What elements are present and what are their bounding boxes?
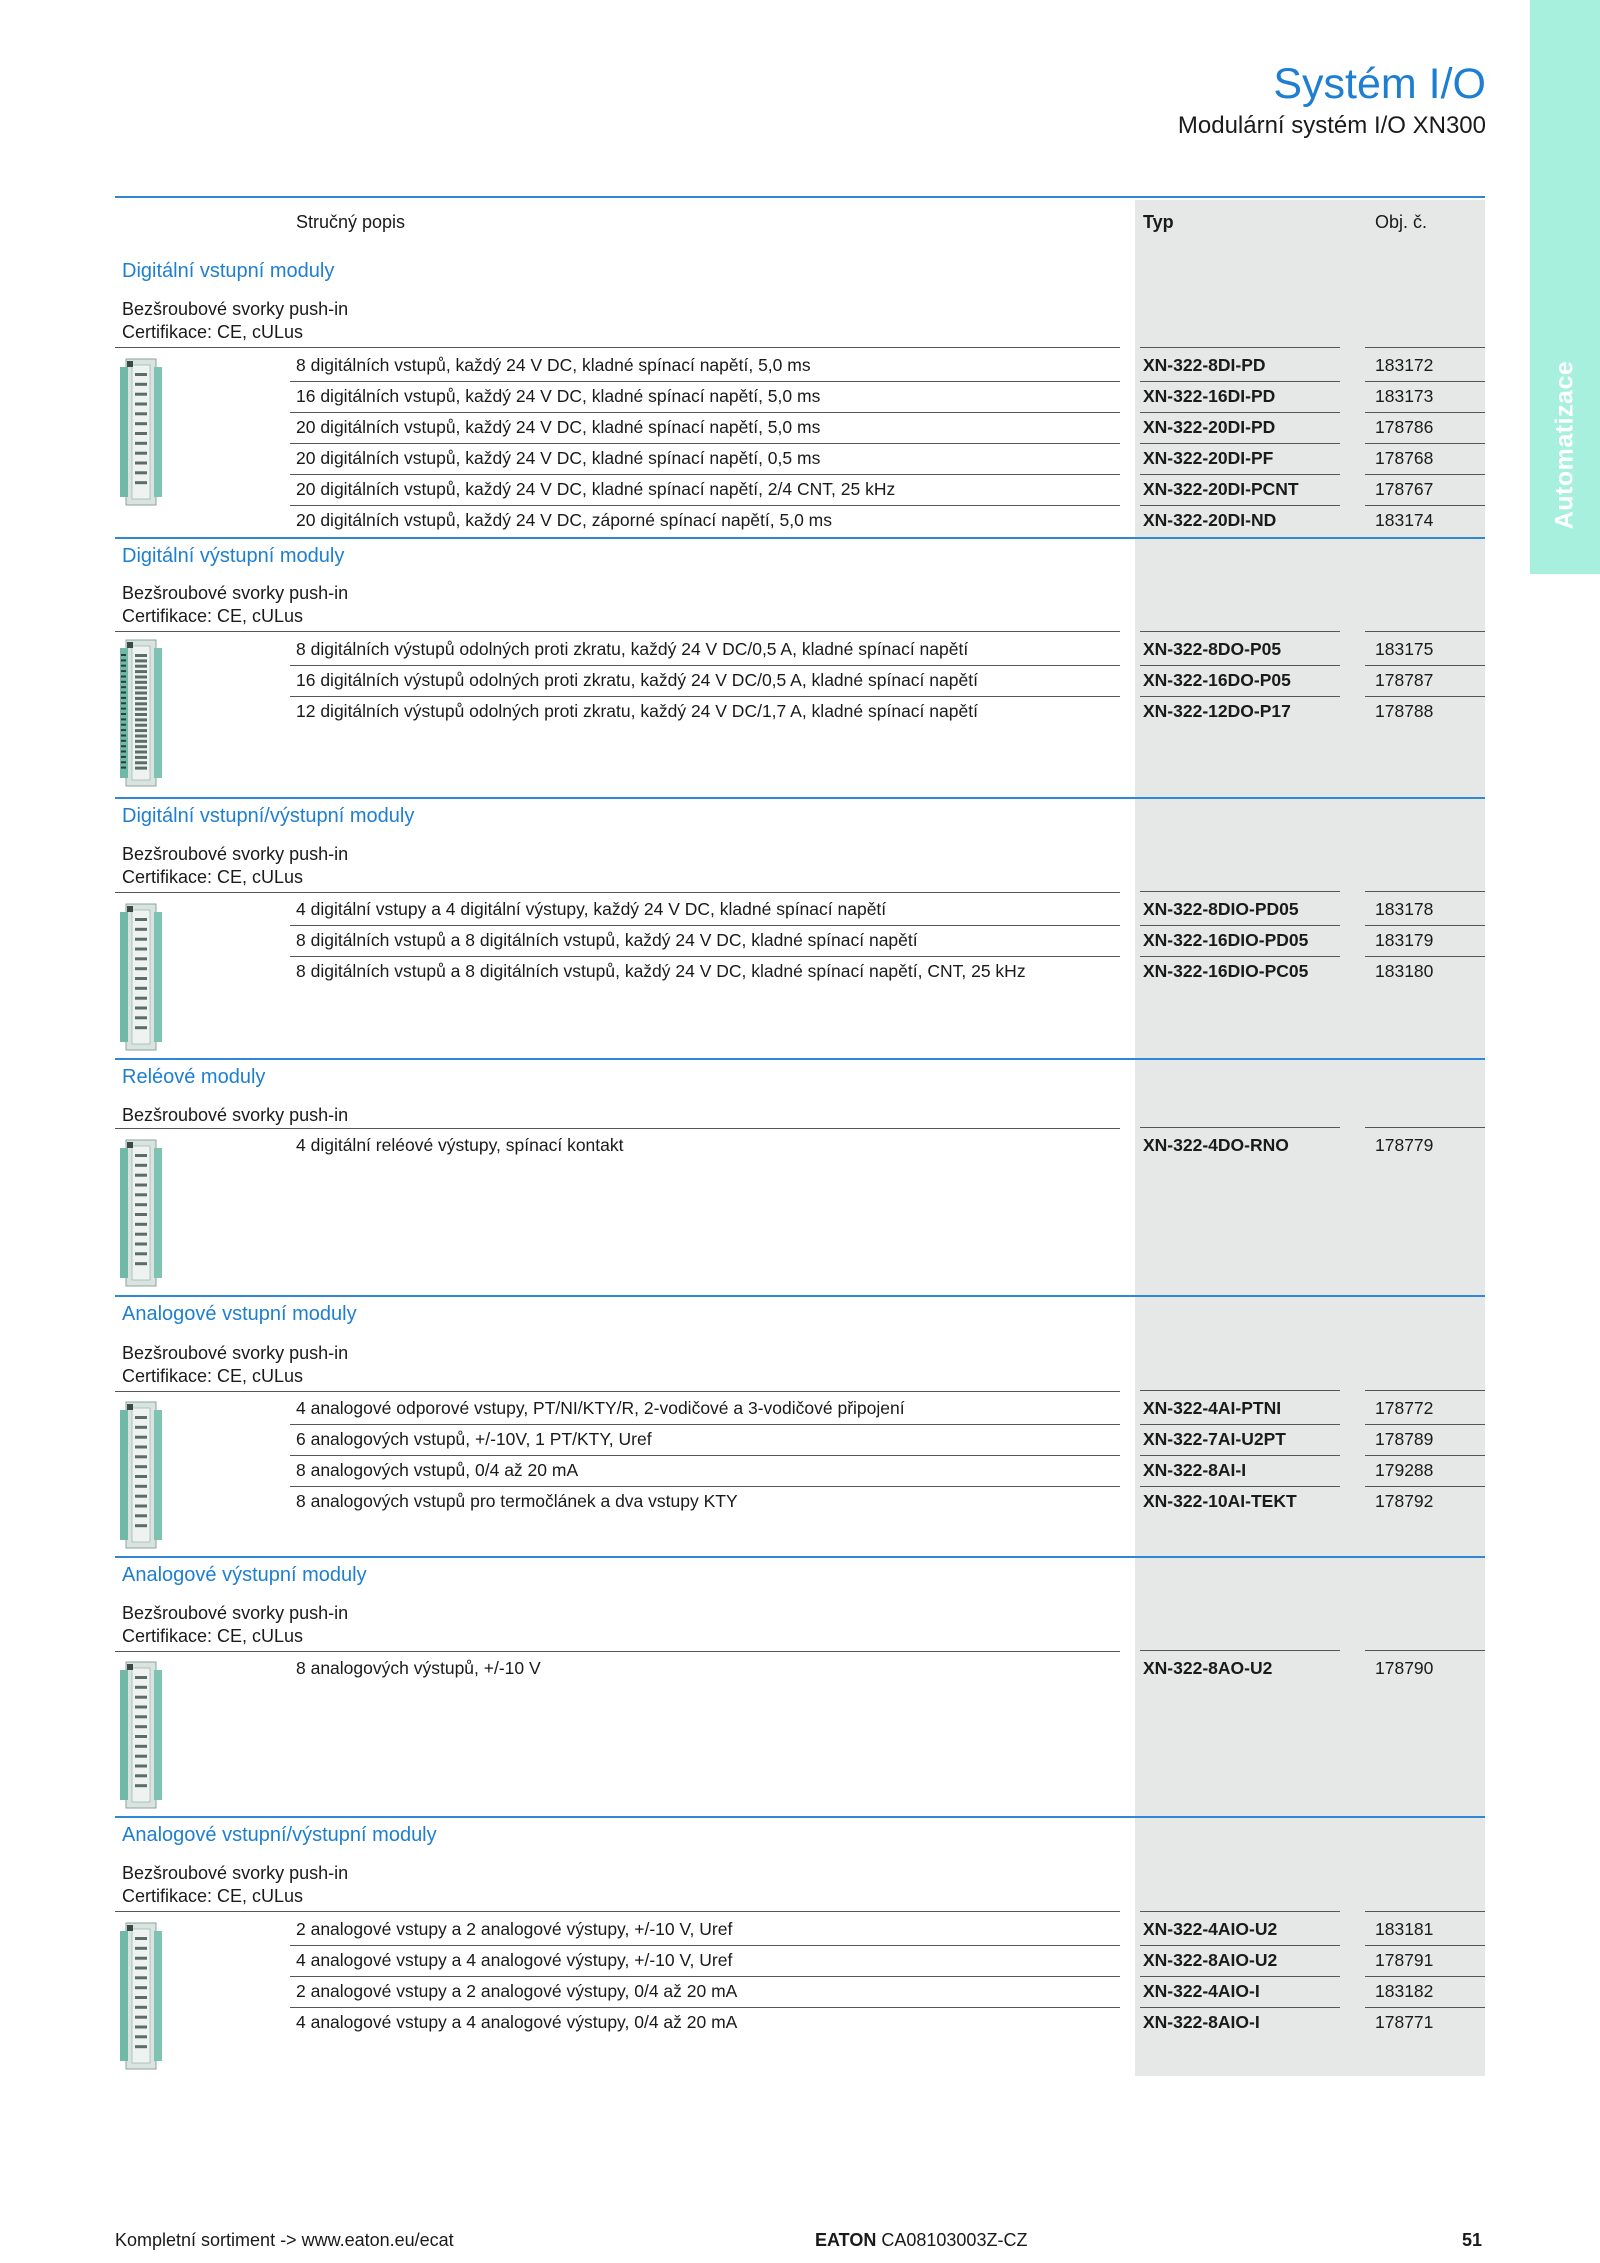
row-divider [1140, 505, 1340, 506]
row-order-number: 179288 [1375, 1460, 1434, 1480]
row-divider [1140, 696, 1340, 697]
row-description: 4 digitální reléové výstupy, spínací kontakt [296, 1135, 624, 1155]
section-rule [115, 537, 1485, 539]
row-description: 8 digitálních výstupů odolných proti zkratu, každý 24 V DC/0,5 A, kladné spínací napětí [296, 639, 969, 659]
row-divider [1140, 665, 1340, 666]
page-subtitle: Modulární systém I/O XN300 [1177, 112, 1486, 139]
section-note-line: Certifikace: CE, cULus [122, 1366, 304, 1386]
row-divider [1140, 1486, 1340, 1487]
row-type-code: XN-322-8DI-PD [1143, 355, 1266, 375]
column-header-order: Obj. č. [1375, 212, 1428, 232]
row-description: 8 digitálních vstupů a 8 digitálních vstupů, každý 24 V DC, kladné spínací napětí, CNT, 25 kHz [296, 961, 1026, 981]
column-header-description: Stručný popis [296, 212, 406, 232]
row-divider [1140, 2007, 1340, 2008]
row-divider [1365, 1486, 1485, 1487]
row-type-code: XN-322-4AI-PTNI [1143, 1398, 1282, 1418]
table-row [0, 350, 1600, 381]
notes-divider [115, 631, 1120, 632]
row-divider [290, 956, 1120, 957]
row-description: 20 digitálních vstupů, každý 24 V DC, kladné spínací napětí, 2/4 CNT, 25 kHz [296, 479, 896, 499]
row-divider [1365, 2007, 1485, 2008]
row-divider [1365, 381, 1485, 382]
notes-divider [115, 1391, 1120, 1392]
row-type-code: XN-322-8DIO-PD05 [1143, 899, 1299, 919]
section-rule [115, 1556, 1485, 1558]
row-type-code: XN-322-16DIO-PC05 [1143, 961, 1309, 981]
footer-link-text[interactable]: Kompletní sortiment -> www.eaton.eu/ecat [115, 2230, 454, 2250]
row-divider [1140, 1976, 1340, 1977]
row-description: 8 analogových vstupů pro termočlánek a dva vstupy KTY [296, 1491, 738, 1511]
section-rule [115, 797, 1485, 799]
table-row [0, 1424, 1600, 1455]
row-description: 20 digitálních vstupů, každý 24 V DC, kladné spínací napětí, 0,5 ms [296, 448, 821, 468]
row-description: 20 digitálních vstupů, každý 24 V DC, záporné spínací napětí, 5,0 ms [296, 510, 832, 530]
table-row [0, 634, 1600, 665]
row-divider [290, 1424, 1120, 1425]
row-divider [1365, 505, 1485, 506]
row-description: 8 digitálních vstupů a 8 digitálních vstupů, každý 24 V DC, kladné spínací napětí [296, 930, 918, 950]
table-row [0, 412, 1600, 443]
row-divider [1365, 1911, 1485, 1912]
side-tab-label: Automatizace [1550, 360, 1579, 530]
row-description: 4 analogové vstupy a 4 analogové výstupy, 0/4 až 20 mA [296, 2012, 738, 2032]
row-order-number: 183173 [1375, 386, 1434, 406]
row-type-code: XN-322-8DO-P05 [1143, 639, 1282, 659]
section-notes [122, 1104, 348, 1127]
section-rule [115, 1295, 1485, 1297]
section-notes [122, 1342, 348, 1388]
row-type-code: XN-322-20DI-PD [1143, 417, 1276, 437]
row-order-number: 178788 [1375, 701, 1434, 721]
section-title: Analogové vstupní moduly [122, 1303, 357, 1325]
row-divider [290, 474, 1120, 475]
row-order-number: 183180 [1375, 961, 1434, 981]
page-number: 51 [1462, 2230, 1483, 2250]
section-title: Reléové moduly [122, 1066, 266, 1088]
row-description: 2 analogové vstupy a 2 analogové výstupy, +/-10 V, Uref [296, 1919, 733, 1939]
row-divider [290, 1976, 1120, 1977]
row-description: 4 analogové vstupy a 4 analogové výstupy, +/-10 V, Uref [296, 1950, 733, 1970]
table-row [0, 474, 1600, 505]
section-note-line: Bezšroubové svorky push-in [122, 1603, 349, 1623]
row-type-code: XN-322-16DO-P05 [1143, 670, 1291, 690]
row-divider [1140, 1945, 1340, 1946]
row-divider [1140, 381, 1340, 382]
row-order-number: 178768 [1375, 448, 1434, 468]
row-description: 2 analogové vstupy a 2 analogové výstupy, 0/4 až 20 mA [296, 1981, 738, 2001]
footer-code: CA08103003Z-CZ [881, 2230, 1028, 2250]
row-order-number: 178789 [1375, 1429, 1434, 1449]
module-product-image [118, 1138, 166, 1293]
row-divider [290, 2007, 1120, 2008]
section-note-line: Bezšroubové svorky push-in [122, 583, 349, 603]
row-type-code: XN-322-4DO-RNO [1143, 1135, 1289, 1155]
row-divider [1365, 1945, 1485, 1946]
row-order-number: 178771 [1375, 2012, 1434, 2032]
table-row [0, 1486, 1600, 1517]
row-divider [1365, 696, 1485, 697]
row-divider [290, 443, 1120, 444]
table-row [0, 1976, 1600, 2007]
row-divider [1140, 1650, 1340, 1651]
row-order-number: 183182 [1375, 1981, 1434, 2001]
section-rule [115, 1058, 1485, 1060]
row-order-number: 183175 [1375, 639, 1434, 659]
table-row [0, 443, 1600, 474]
row-divider [1140, 631, 1340, 632]
row-divider [1140, 1127, 1340, 1128]
row-type-code: XN-322-20DI-ND [1143, 510, 1277, 530]
section-rule [115, 1816, 1485, 1818]
row-divider [290, 1486, 1120, 1487]
notes-divider [115, 892, 1120, 893]
section-note-line: Bezšroubové svorky push-in [122, 1863, 349, 1883]
row-divider [1365, 891, 1485, 892]
table-row [0, 894, 1600, 925]
row-divider [290, 1455, 1120, 1456]
row-type-code: XN-322-8AIO-I [1143, 2012, 1260, 2032]
notes-divider [115, 1128, 1120, 1129]
row-order-number: 178767 [1375, 479, 1434, 499]
section-note-line: Certifikace: CE, cULus [122, 1626, 304, 1646]
table-row [0, 1393, 1600, 1424]
row-divider [290, 665, 1120, 666]
row-description: 8 analogových výstupů, +/-10 V [296, 1658, 541, 1678]
row-order-number: 178779 [1375, 1135, 1434, 1155]
row-divider [1365, 1390, 1485, 1391]
section-note-line: Certifikace: CE, cULus [122, 1886, 304, 1906]
row-divider [290, 925, 1120, 926]
row-divider [290, 505, 1120, 506]
row-divider [290, 696, 1120, 697]
row-divider [1365, 665, 1485, 666]
row-description: 6 analogových vstupů, +/-10V, 1 PT/KTY, Uref [296, 1429, 652, 1449]
row-type-code: XN-322-20DI-PCNT [1143, 479, 1299, 499]
row-divider [1140, 956, 1340, 957]
row-divider [290, 1945, 1120, 1946]
section-title: Digitální výstupní moduly [122, 545, 345, 567]
table-row [0, 1914, 1600, 1945]
row-type-code: XN-322-8AIO-U2 [1143, 1950, 1278, 1970]
row-divider [1140, 1424, 1340, 1425]
table-row [0, 956, 1600, 987]
table-row [0, 1945, 1600, 1976]
row-type-code: XN-322-16DIO-PD05 [1143, 930, 1309, 950]
row-type-code: XN-322-12DO-P17 [1143, 701, 1291, 721]
page-title: Systém I/O [1273, 60, 1486, 108]
column-header-type: Typ [1143, 212, 1174, 232]
section-title: Digitální vstupní/výstupní moduly [122, 805, 415, 827]
table-row [0, 2007, 1600, 2038]
row-divider [290, 412, 1120, 413]
footer-doc-code [815, 2230, 1027, 2251]
row-type-code: XN-322-16DI-PD [1143, 386, 1276, 406]
row-divider [1365, 925, 1485, 926]
section-notes [122, 582, 348, 628]
row-order-number: 178791 [1375, 1950, 1434, 1970]
row-order-number: 183174 [1375, 510, 1434, 530]
row-divider [1365, 347, 1485, 348]
row-divider [1365, 412, 1485, 413]
row-divider [1365, 1424, 1485, 1425]
row-description: 16 digitálních výstupů odolných proti zkratu, každý 24 V DC/0,5 A, kladné spínací napětí [296, 670, 978, 690]
row-order-number: 178786 [1375, 417, 1434, 437]
notes-divider [115, 1911, 1120, 1912]
row-order-number: 183178 [1375, 899, 1434, 919]
row-order-number: 183179 [1375, 930, 1434, 950]
row-divider [1365, 1127, 1485, 1128]
section-title: Digitální vstupní moduly [122, 260, 335, 282]
row-divider [1140, 1390, 1340, 1391]
row-divider [1140, 891, 1340, 892]
row-divider [1140, 474, 1340, 475]
row-description: 8 digitálních vstupů, každý 24 V DC, kladné spínací napětí, 5,0 ms [296, 355, 811, 375]
section-note-line: Bezšroubové svorky push-in [122, 299, 349, 319]
section-notes [122, 298, 348, 344]
row-description: 8 analogových vstupů, 0/4 až 20 mA [296, 1460, 579, 1480]
section-note-line: Certifikace: CE, cULus [122, 606, 304, 626]
row-divider [1365, 1455, 1485, 1456]
row-divider [1140, 1911, 1340, 1912]
table-row [0, 1455, 1600, 1486]
row-order-number: 178792 [1375, 1491, 1434, 1511]
row-order-number: 178787 [1375, 670, 1434, 690]
table-row [0, 505, 1600, 536]
row-divider [1365, 1976, 1485, 1977]
row-divider [290, 381, 1120, 382]
section-title: Analogové výstupní moduly [122, 1564, 367, 1586]
row-divider [1365, 631, 1485, 632]
notes-divider [115, 1651, 1120, 1652]
row-divider [1140, 443, 1340, 444]
row-divider [1140, 347, 1340, 348]
row-divider [1140, 1455, 1340, 1456]
table-row [0, 665, 1600, 696]
row-divider [1365, 474, 1485, 475]
table-row [0, 1653, 1600, 1684]
row-description: 16 digitálních vstupů, každý 24 V DC, kladné spínací napětí, 5,0 ms [296, 386, 821, 406]
section-note-line: Bezšroubové svorky push-in [122, 1105, 349, 1125]
row-type-code: XN-322-8AI-I [1143, 1460, 1247, 1480]
row-order-number: 178790 [1375, 1658, 1434, 1678]
section-title: Analogové vstupní/výstupní moduly [122, 1824, 437, 1846]
row-divider [1365, 443, 1485, 444]
row-divider [1365, 1650, 1485, 1651]
row-type-code: XN-322-4AIO-U2 [1143, 1919, 1278, 1939]
table-row [0, 696, 1600, 727]
row-order-number: 178772 [1375, 1398, 1434, 1418]
section-note-line: Certifikace: CE, cULus [122, 867, 304, 887]
section-notes [122, 1862, 348, 1908]
row-type-code: XN-322-10AI-TEKT [1143, 1491, 1297, 1511]
row-type-code: XN-322-4AIO-I [1143, 1981, 1260, 2001]
row-description: 4 digitální vstupy a 4 digitální výstupy, každý 24 V DC, kladné spínací napětí [296, 899, 887, 919]
row-divider [1140, 412, 1340, 413]
row-order-number: 183172 [1375, 355, 1434, 375]
row-divider [1365, 956, 1485, 957]
table-row [0, 1130, 1600, 1161]
row-divider [1140, 925, 1340, 926]
table-row [0, 925, 1600, 956]
section-notes [122, 1602, 348, 1648]
row-description: 4 analogové odporové vstupy, PT/NI/KTY/R, 2-vodičové a 3-vodičové připojení [296, 1398, 905, 1418]
row-order-number: 183181 [1375, 1919, 1434, 1939]
section-note-line: Bezšroubové svorky push-in [122, 1343, 349, 1363]
table-top-rule [115, 196, 1485, 198]
section-notes [122, 843, 348, 889]
section-note-line: Certifikace: CE, cULus [122, 322, 304, 342]
row-type-code: XN-322-20DI-PF [1143, 448, 1274, 468]
row-description: 20 digitálních vstupů, každý 24 V DC, kladné spínací napětí, 5,0 ms [296, 417, 821, 437]
footer-brand: EATON [815, 2230, 877, 2250]
table-row [0, 381, 1600, 412]
section-note-line: Bezšroubové svorky push-in [122, 844, 349, 864]
notes-divider [115, 347, 1120, 348]
row-type-code: XN-322-8AO-U2 [1143, 1658, 1273, 1678]
row-description: 12 digitálních výstupů odolných proti zkratu, každý 24 V DC/1,7 A, kladné spínací napětí [296, 701, 978, 721]
row-type-code: XN-322-7AI-U2PT [1143, 1429, 1286, 1449]
